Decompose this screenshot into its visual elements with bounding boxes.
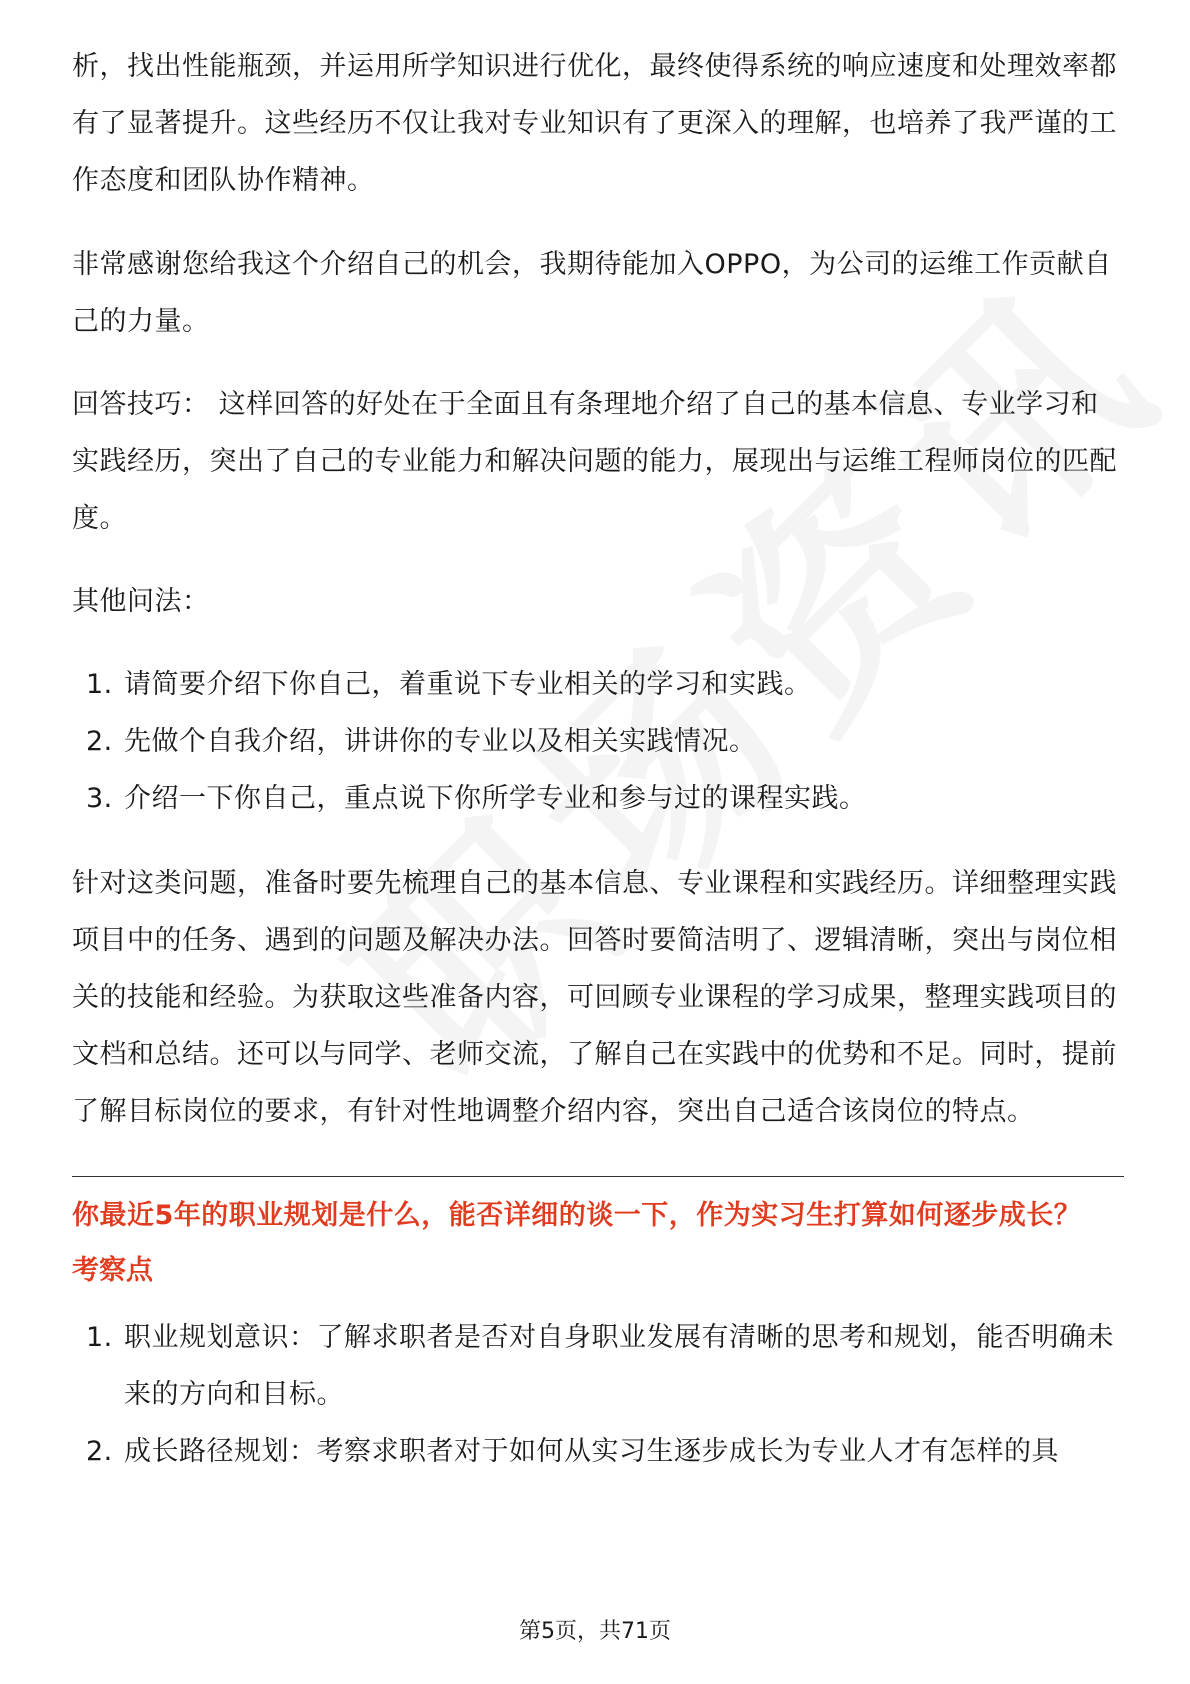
list-text: 成长路径规划：考察求职者对于如何从实习生逐步成长为专业人才有怎样的具 <box>124 1436 1059 1467</box>
list-text: 先做个自我介绍，讲讲你的专业以及相关实践情况。 <box>124 726 757 757</box>
section-divider <box>72 1176 1124 1177</box>
assessment-points-list <box>72 1309 1124 1480</box>
page-content <box>72 38 1124 1480</box>
list-number: 1. <box>86 669 113 700</box>
paragraph-experience: 析，找出性能瓶颈，并运用所学知识进行优化，最终使得系统的响应速度和处理效率都有了显著提升。这些经历不仅让我对专业知识有了更深入的理解，也培养了我严谨的工作态度和团队协作精神。 <box>72 51 1117 196</box>
list-text: 职业规划意识：了解求职者是否对自身职业发展有清晰的思考和规划，能否明确未来的方向和目标。 <box>124 1322 1114 1410</box>
list-item <box>72 656 1124 713</box>
list-item <box>72 713 1124 770</box>
list-number: 2. <box>86 1436 113 1467</box>
question-heading: 你最近5年的职业规划是什么，能否详细的谈一下，作为实习生打算如何逐步成长？ <box>72 1200 1082 1231</box>
paragraph-other-questions-label: 其他问法： <box>72 586 210 617</box>
list-text: 请简要介绍下你自己，着重说下专业相关的学习和实践。 <box>124 669 812 700</box>
list-item <box>72 1309 1124 1423</box>
list-item <box>72 1423 1124 1480</box>
paragraph-answer-tips: 回答技巧： 这样回答的好处在于全面且有条理地介绍了自己的基本信息、专业学习和实践经历，突出了自己的专业能力和解决问题的能力，展现出与运维工程师岗位的匹配度。 <box>72 389 1117 534</box>
list-number: 2. <box>86 726 113 757</box>
list-item <box>72 770 1124 827</box>
list-text: 介绍一下你自己，重点说下你所学专业和参与过的课程实践。 <box>124 783 867 814</box>
page-footer: 第5页，共71页 <box>519 1619 671 1644</box>
list-number: 1. <box>86 1322 113 1353</box>
other-questions-list <box>72 656 1124 827</box>
list-number: 3. <box>86 783 113 814</box>
paragraph-thanks: 非常感谢您给我这个介绍自己的机会，我期待能加入OPPO，为公司的运维工作贡献自己的力量。 <box>72 249 1112 337</box>
subhead-assessment-points: 考察点 <box>72 1255 153 1286</box>
paragraph-preparation: 针对这类问题，准备时要先梳理自己的基本信息、专业课程和实践经历。详细整理实践项目中的任务、遇到的问题及解决办法。回答时要简洁明了、逻辑清晰，突出与岗位相关的技能和经验。为获取这些准备内容，可回顾专业课程的学习成果，整理实践项目的文档和总结。还可以与同学、老师交流，了解自己在实践中的优势和不足。同时，提前了解目标岗位的要求，有针对性地调整介绍内容，突出自己适合该岗位的特点。 <box>72 868 1117 1127</box>
